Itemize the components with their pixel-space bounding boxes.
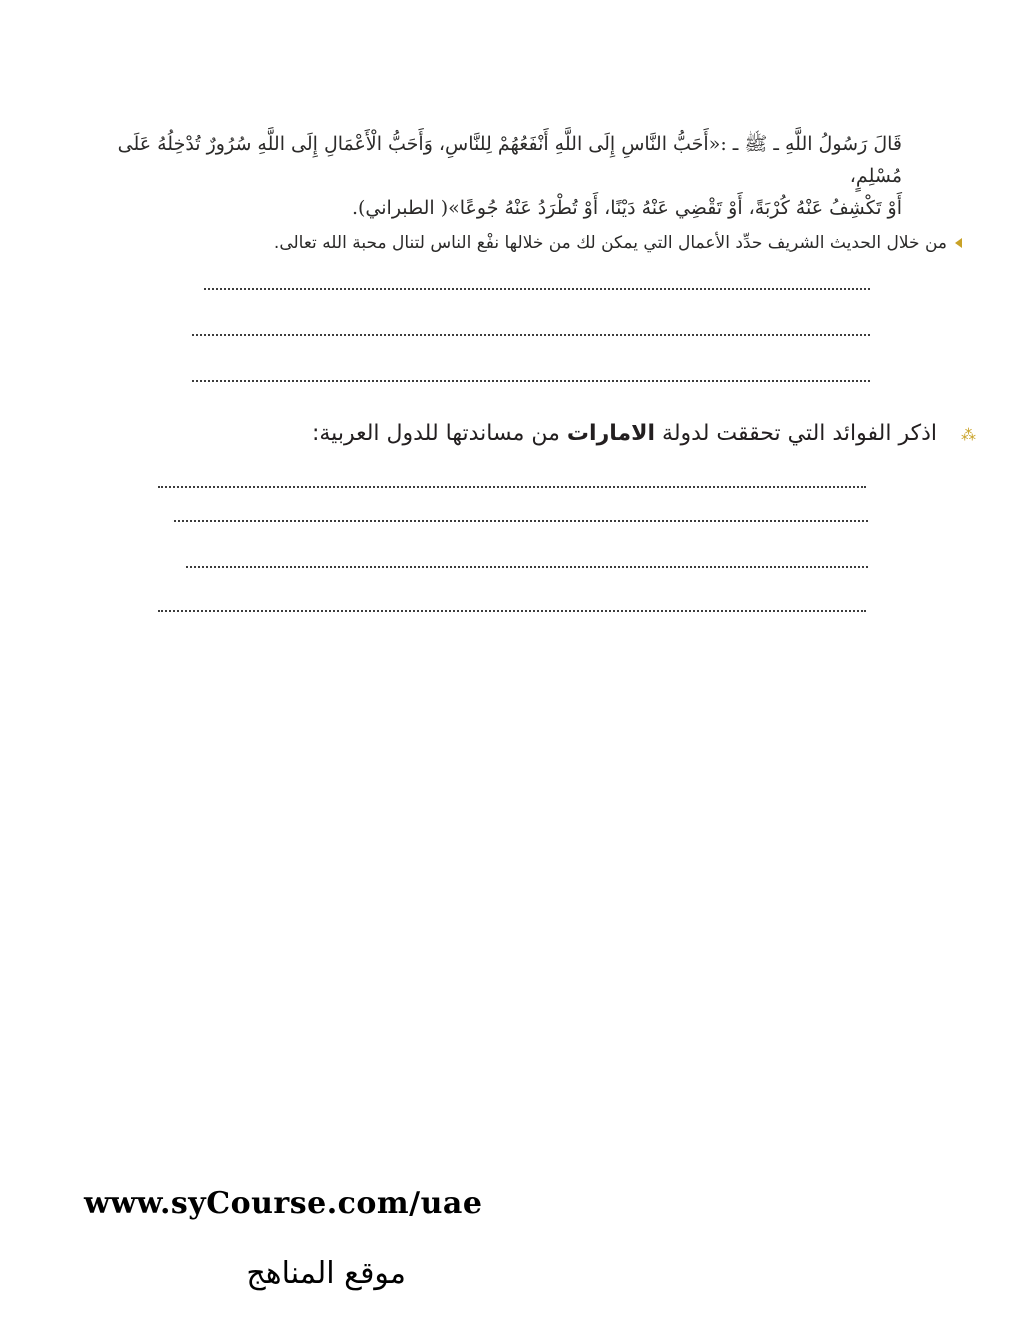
question-2-tail: من مساندتها للدول العربية: (311, 421, 560, 446)
hadith-line-1: قَالَ رَسُولُ اللَّهِ ـ ﷺ ـ :«أَحَبُّ النَّاسِ إِلَى اللَّهِ أَنْفَعُهُمْ لِلنَّاسِ، وَأَحَبُّ الْأَعْمَالِ إِلَى اللَّهِ سُرُورٌ تُدْخِلُهُ عَلَى مُسْلِمٍ، (117, 133, 902, 187)
hadith-line-2: أَوْ تَكْشِفُ عَنْهُ كُرْبَةً، أَوْ تَقْضِي عَنْهُ دَيْنًا، أَوْ تُطْرَدُ عَنْهُ جُوعًا»( الطبراني). (351, 197, 902, 219)
question-2 (150, 418, 976, 451)
answer-line[interactable] (158, 476, 866, 488)
triangle-bullet-icon (955, 238, 962, 248)
answer-line[interactable] (192, 370, 870, 382)
site-name: موقع المناهج (246, 1256, 406, 1291)
answer-line[interactable] (204, 278, 870, 290)
star-bullet-icon: ⁂ (961, 426, 976, 444)
answer-line[interactable] (158, 600, 866, 612)
answer-line[interactable] (174, 510, 868, 522)
question-2-country: الامارات (566, 421, 656, 446)
question-1 (150, 230, 962, 256)
question-1-text: من خلال الحديث الشريف حدِّد الأعمال التي يمكن لك من خلالها نفْع الناس لتنال محبة الله تعالى. (273, 233, 947, 253)
question-2-verb: اذكر (898, 421, 937, 446)
answer-line[interactable] (192, 324, 870, 336)
hadith-text (96, 128, 902, 224)
answer-line[interactable] (186, 556, 868, 568)
website-url[interactable]: www.syCourse.com/uae (84, 1186, 483, 1221)
question-2-text: الفوائد التي تحققت لدولة (662, 421, 892, 446)
